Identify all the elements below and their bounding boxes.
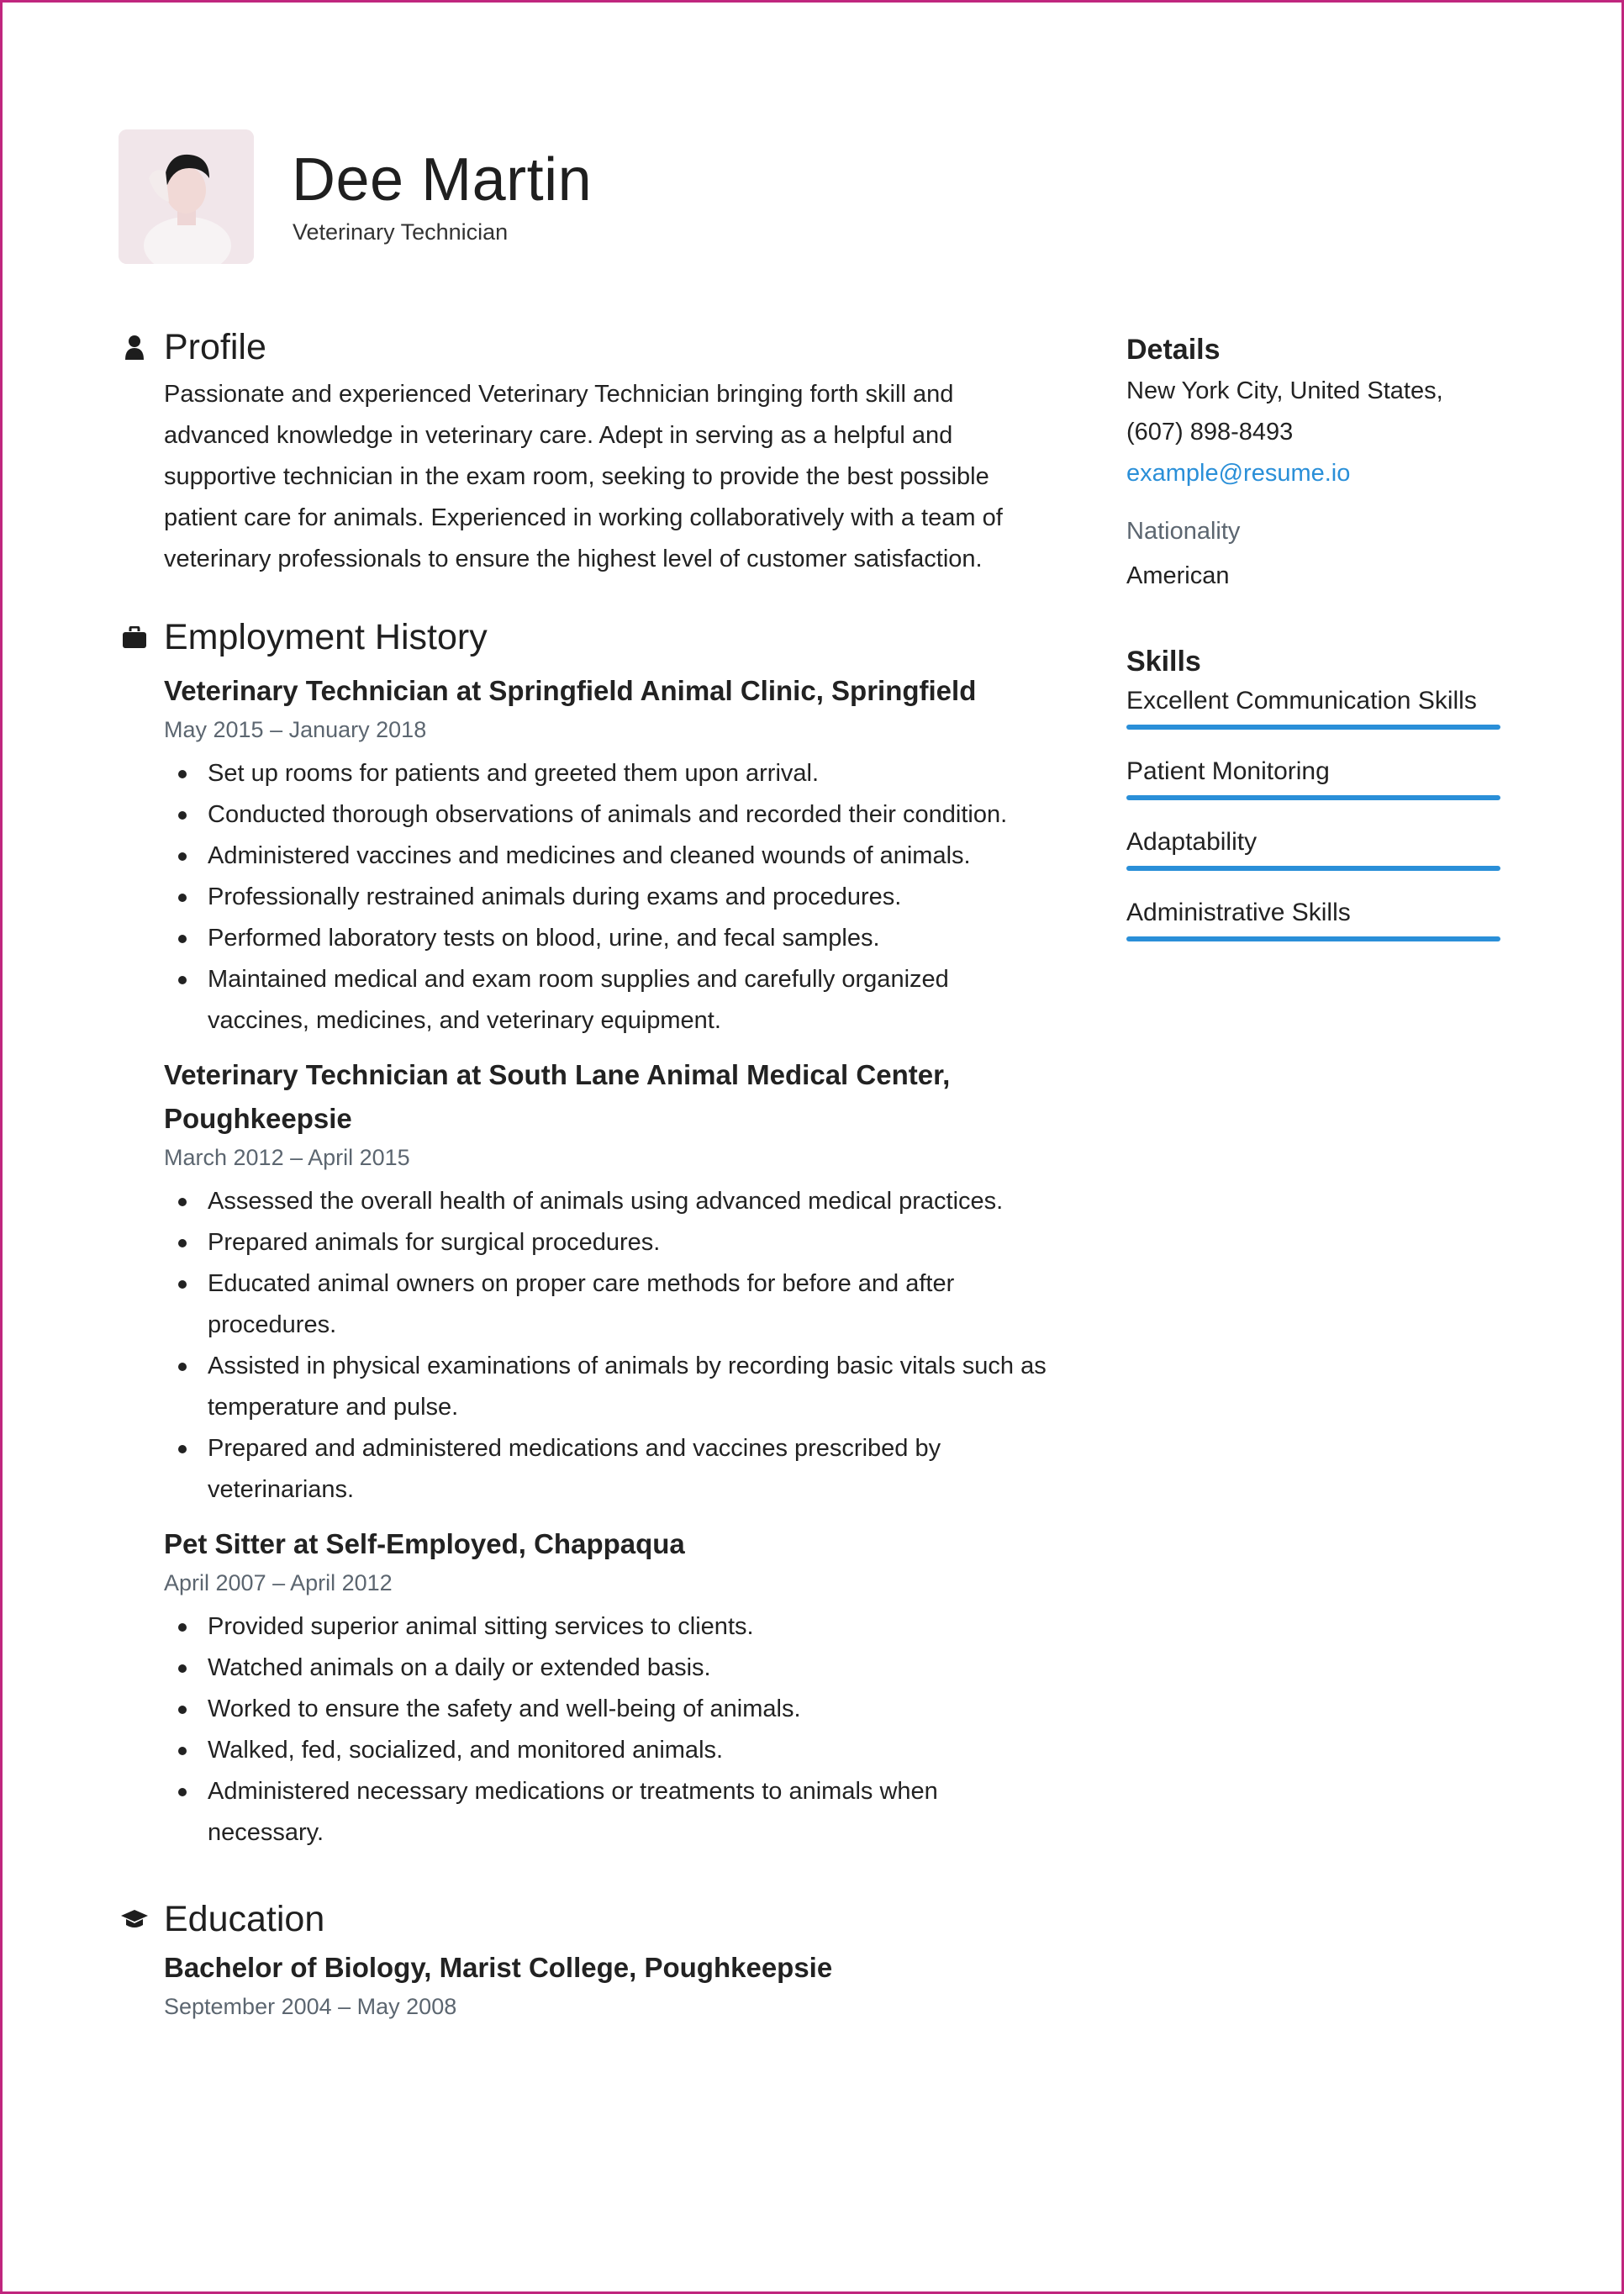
skill-level-bar	[1126, 866, 1500, 871]
phone: (607) 898-8493	[1126, 419, 1294, 446]
skills-heading: Skills	[1126, 646, 1201, 678]
skill-item	[1126, 683, 1500, 730]
list-item: Performed laboratory tests on blood, urine, and fecal samples.	[164, 918, 1053, 959]
list-item: Set up rooms for patients and greeted them upon arrival.	[164, 753, 1053, 794]
education-dates: September 2004 – May 2008	[164, 1994, 457, 2019]
list-item: Administered vaccines and medicines and cleaned wounds of animals.	[164, 836, 1053, 877]
skill-item	[1126, 894, 1500, 941]
education-heading: Education	[164, 1898, 325, 1939]
skill-level-bar	[1126, 795, 1500, 800]
education-header	[120, 1894, 1053, 1944]
education-entry	[164, 1946, 1053, 2023]
nationality-value: American	[1126, 562, 1230, 589]
list-item: Professionally restrained animals during exams and procedures.	[164, 877, 1053, 918]
skill-name: Patient Monitoring	[1126, 757, 1330, 785]
skill-item	[1126, 824, 1500, 871]
job-title: Veterinary Technician at Springfield Animal Clinic, Springfield	[164, 675, 977, 706]
list-item: Provided superior animal sitting services to clients.	[164, 1606, 1053, 1648]
employment-heading: Employment History	[164, 616, 488, 657]
email-link[interactable]: example@resume.io	[1126, 460, 1351, 487]
main-column	[120, 322, 1053, 2030]
briefcase-icon	[120, 623, 149, 651]
job-duties-list	[164, 1181, 1053, 1511]
list-item: Assisted in physical examinations of animals by recording basic vitals such as temperature and pulse.	[164, 1346, 1053, 1428]
list-item: Prepared and administered medications and vaccines prescribed by veterinarians.	[164, 1428, 1053, 1511]
nationality-label: Nationality	[1126, 518, 1241, 545]
person-icon	[120, 333, 149, 361]
skill-level-bar	[1126, 725, 1500, 730]
job-entry	[164, 669, 1053, 1042]
list-item: Watched animals on a daily or extended basis.	[164, 1648, 1053, 1689]
profile-heading: Profile	[164, 326, 266, 367]
list-item: Walked, fed, socialized, and monitored animals.	[164, 1730, 1053, 1771]
list-item: Assessed the overall health of animals using advanced medical practices.	[164, 1181, 1053, 1222]
list-item: Maintained medical and exam room supplies and carefully organized vaccines, medicines, and veterinary equipment.	[164, 959, 1053, 1042]
skill-level-bar	[1126, 936, 1500, 941]
avatar-photo-icon	[119, 129, 254, 264]
details-heading: Details	[1126, 334, 1221, 366]
employment-section	[120, 612, 1053, 1854]
profile-text: Passionate and experienced Veterinary Technician bringing forth skill and advanced knowledge in veterinary care. Adept in serving as a helpful and supportive technician in the exam room, seeking to provide the best possible patient care for animals. Experienced in working collaboratively with a team of veterinary professionals to ensure the highest level of customer satisfaction.	[164, 381, 1003, 572]
employment-header	[120, 612, 1053, 662]
profile-section	[120, 322, 1053, 580]
job-duties-list	[164, 1606, 1053, 1854]
list-item: Prepared animals for surgical procedures.	[164, 1222, 1053, 1263]
degree: Bachelor of Biology, Marist College, Poughkeepsie	[164, 1952, 833, 1983]
side-column	[1126, 329, 1500, 965]
skill-name: Administrative Skills	[1126, 899, 1351, 926]
list-item: Administered necessary medications or treatments to animals when necessary.	[164, 1771, 1053, 1854]
job-entry	[164, 1522, 1053, 1854]
avatar	[119, 129, 254, 264]
job-entry	[164, 1053, 1053, 1511]
candidate-title: Veterinary Technician	[293, 219, 509, 245]
education-section	[120, 1894, 1053, 2023]
job-dates: March 2012 – April 2015	[164, 1145, 410, 1170]
list-item: Conducted thorough observations of animals and recorded their condition.	[164, 794, 1053, 836]
address: New York City, United States,	[1126, 377, 1443, 404]
job-dates: April 2007 – April 2012	[164, 1570, 393, 1595]
profile-header	[120, 322, 1053, 372]
job-title: Pet Sitter at Self-Employed, Chappaqua	[164, 1528, 685, 1559]
graduation-cap-icon	[120, 1905, 149, 1933]
job-duties-list	[164, 753, 1053, 1042]
skill-item	[1126, 753, 1500, 800]
skill-name: Excellent Communication Skills	[1126, 687, 1477, 715]
candidate-name: Dee Martin	[292, 146, 593, 214]
job-title: Veterinary Technician at South Lane Animal Medical Center, Poughkeepsie	[164, 1059, 951, 1134]
list-item: Worked to ensure the safety and well-being of animals.	[164, 1689, 1053, 1730]
job-dates: May 2015 – January 2018	[164, 717, 427, 742]
list-item: Educated animal owners on proper care methods for before and after procedures.	[164, 1263, 1053, 1346]
skill-name: Adaptability	[1126, 828, 1258, 856]
